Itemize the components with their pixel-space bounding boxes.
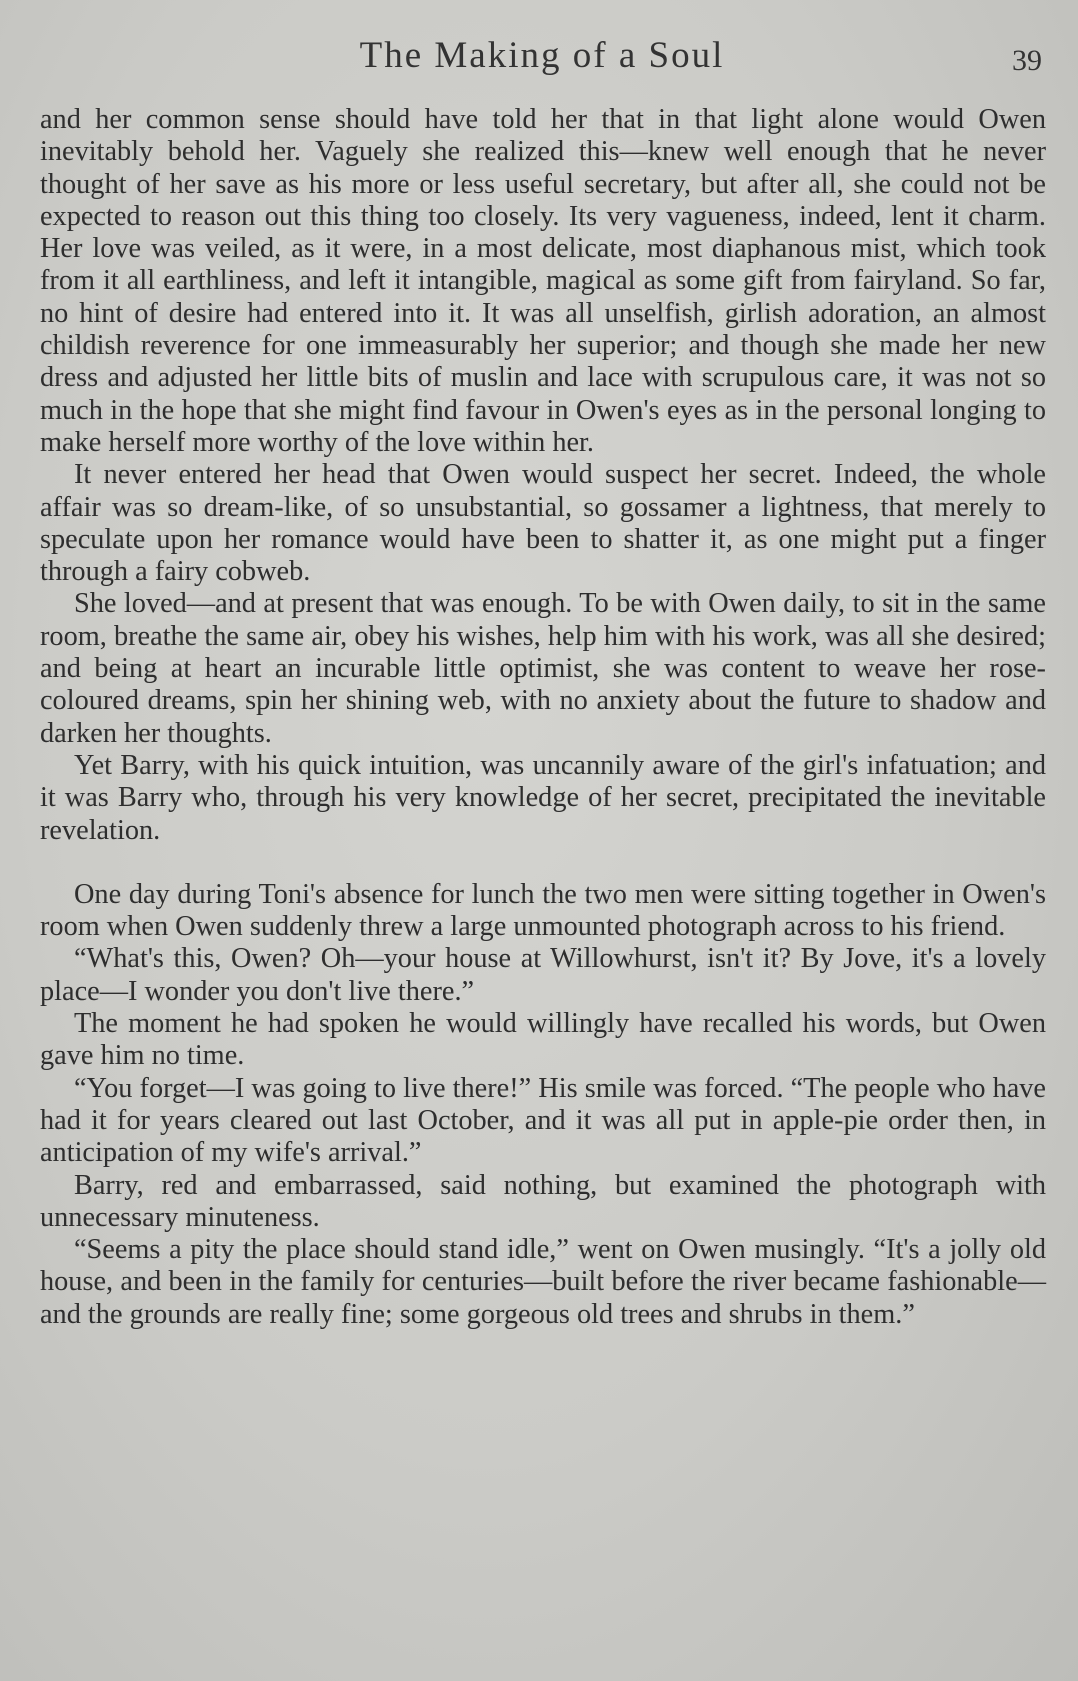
body-text [40,104,1046,1331]
paragraph: Yet Barry, with his quick intuition, was uncannily aware of the girl's infatuation; and it was Barry who, through his very knowledge of her secret, precipitated the inevitable revelation. [40,749,1046,846]
paragraph: The moment he had spoken he would willingly have recalled his words, but Owen gave him no time. [40,1008,1046,1072]
paragraph-continued: and her common sense should have told her that in that light alone would Owen inevitably behold her. Vaguely she realized this—knew well enough that he never thought of her save as his more or less useful secretary, but after all, she could not be expected to reason out this thing too closely. Its very vagueness, indeed, lent it charm. Her love was veiled, as it were, in a most delicate, most diaphanous mist, which took from it all earthliness, and left it intangible, magical as some gift from fairyland. So far, no hint of desire had entered into it. It was all unselfish, girlish adoration, an almost childish reverence for one immeasurably her superior; and though she made her new dress and adjusted her little bits of muslin and lace with scrupulous care, it was not so much in the hope that she might find favour in Owen's eyes as in the personal longing to make herself more worthy of the love within her. [40,104,1046,458]
paragraph: “Seems a pity the place should stand idle,” went on Owen musingly. “It's a jolly old house, and been in the family for centuries—built before the river became fashionable—and the grounds are really fine; some gorgeous old trees and shrubs in them.” [40,1234,1046,1330]
running-title: The Making of a Soul [359,35,725,76]
paragraph: “What's this, Owen? Oh—your house at Willowhurst, isn't it? By Jove, it's a lovely place—I wonder you don't live there.” [40,943,1046,1007]
running-head [42,34,1042,90]
section-break [40,847,1046,879]
page-number: 39 [1012,44,1042,77]
paragraph: She loved—and at present that was enough. To be with Owen daily, to sit in the same room, breathe the same air, obey his wishes, help him with his work, was all she desired; and being at heart an incurable little optimist, she was content to weave her rose-coloured dreams, spin her shining web, with no anxiety about the future to shadow and darken her thoughts. [40,588,1046,749]
paragraph: It never entered her head that Owen would suspect her secret. Indeed, the whole affair was so dream-like, of so unsubstantial, so gossamer a lightness, that merely to speculate upon her romance would have been to shatter it, as one might put a finger through a fairy cobweb. [40,459,1046,588]
paragraph: “You forget—I was going to live there!” His smile was forced. “The people who have had it for years cleared out last October, and it was all put in apple-pie order then, in anticipation of my wife's arrival.” [40,1072,1046,1169]
paragraph: One day during Toni's absence for lunch the two men were sitting together in Owen's room when Owen suddenly threw a large unmounted photograph across to his friend. [40,878,1046,943]
paragraph: Barry, red and embarrassed, said nothing, but examined the photograph with unnecessary minuteness. [40,1169,1046,1233]
